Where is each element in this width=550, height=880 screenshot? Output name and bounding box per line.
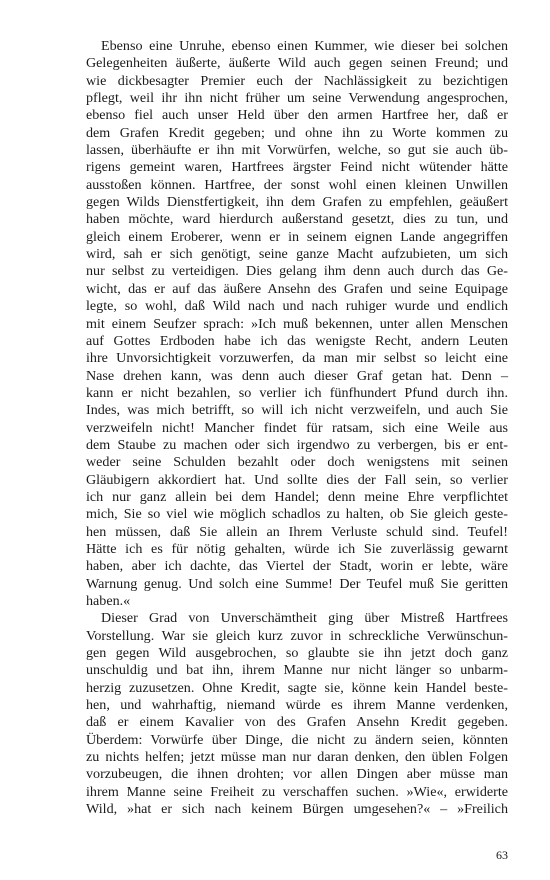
text-line: wird, sah er sich genötigt, seine ganze Macht aufzubieten, um sich [86, 246, 508, 263]
text-line: zu nichts helfen; jetzt müsse man nur daran denken, den üblen Folgen [86, 749, 508, 766]
text-line: Wild, »hat er sich nach keinem Bürgen umgesehen?« – »Freilich [86, 801, 508, 818]
text-line: Dieser Grad von Unverschämtheit ging über Mistreß Hartfrees [101, 610, 508, 627]
text-line: unschuldig und bat ihn, ihrem Manne nur nicht länger so unbarm- [86, 662, 508, 679]
text-line: Indes, was mich betrifft, so will ich nicht verzweifeln, und auch Sie [86, 402, 508, 419]
text-line: haben.« [86, 593, 131, 609]
text-line: hen, und wahrhaftig, niemand würde es ihrem Manne verdenken, [86, 697, 508, 714]
text-line: hen müssen, daß Sie allein an Ihrem Verluste schuld sind. Teufel! [86, 523, 508, 540]
text-line: nur selbst zu verteidigen. Dies gelang ihm denn auch durch das Ge- [86, 263, 508, 280]
body-text [86, 38, 508, 818]
text-line: Warnung genug. Und solch eine Summe! Der Teufel muß Sie geritten [86, 575, 508, 592]
text-line: Hätte ich es für nötig gehalten, würde ich Sie zuverlässig gewarnt [86, 540, 508, 557]
text-line: gen gegen Wild ausgebrochen, so glaubte sie ihn jetzt doch ganz [86, 645, 508, 662]
page-number: 63 [496, 848, 508, 862]
text-line: Gläubigern akkordiert hat. Und sollte dies der Fall sein, so verlier [86, 471, 508, 488]
text-line: haben, aber ich dachte, das Viertel der Stadt, worin er lebte, wäre [86, 558, 508, 575]
text-line: Vorstellung. War sie gleich kurz zuvor in schreckliche Verwünschun- [86, 627, 508, 644]
text-line: pflegt, weil ihr ihn nicht früher um seine Verwendung angesprochen, [86, 90, 508, 107]
text-line: rigens gemeint waren, Hartfrees ärgster Feind nicht wütender hätte [86, 159, 508, 176]
text-line: Ebenso eine Unruhe, ebenso einen Kummer, wie dieser bei solchen [101, 38, 508, 54]
text-line: haben möchte, ward hierdurch außerstand gesetzt, dies zu tun, und [86, 211, 508, 228]
text-line: ihrem Manne seine Freiheit zu verschaffen suchen. »Wie«, erwiderte [86, 783, 508, 800]
text-line: daß er einem Kavalier von des Grafen Ansehn Kredit gegeben. [86, 714, 508, 731]
text-line: mich, Sie so viel wie möglich schadlos zu halten, ob Sie gleich geste- [86, 506, 508, 523]
text-line: mit einem Seufzer sprach: »Ich muß bekennen, unter allen Menschen [86, 315, 508, 332]
text-line: Gelegenheiten äußerte, äußerte Wild auch gegen seinen Freund; und [86, 55, 508, 72]
text-line: Nase drehen kann, was denn auch dieser Graf getan hat. Denn – [86, 367, 508, 384]
text-line: verzweifeln nicht! Mancher findet für ratsam, sich eine Weile aus [86, 419, 508, 436]
text-line: Überdem: Vorwürfe über Dinge, die nicht zu ändern seien, könnten [86, 731, 508, 748]
text-line: auf Gottes Erdboden habe ich das wenigste Recht, andern Leuten [86, 332, 508, 349]
text-line: gegen Wilds Dienstfertigkeit, ihn dem Grafen zu empfehlen, geäußert [86, 194, 508, 211]
text-line: ausstoßen können. Hartfree, der sonst wohl einen kleinen Unwillen [86, 176, 508, 193]
text-line: dem Grafen Kredit gegeben; und ohne ihn zu Worte kommen zu [86, 124, 508, 141]
text-line: legte, so wohl, daß Wild nach und nach ruhiger wurde und endlich [86, 298, 508, 315]
text-line: gleich einem Eroberer, wenn er in seinem eignen Lande angegriffen [86, 228, 508, 245]
text-line: kann er nicht bezahlen, so verlier ich fünfhundert Pfund durch ihn. [86, 384, 508, 401]
text-line: lassen, überhäufte er ihn mit Vorwürfen, welche, so gut sie auch üb- [86, 142, 508, 159]
text-line: ich nur ganz allein bei dem Handel; denn meine Ehre verpflichtet [86, 488, 508, 505]
text-line: vorzubeugen, die ihnen drohten; vor allen Dingen aber müsse man [86, 766, 508, 783]
text-line: dem Staube zu machen oder sich irgendwo zu verbergen, bis er ent- [86, 436, 508, 453]
text-line: wie dickbesagter Premier euch der Nachlässigkeit zu bezichtigen [86, 72, 508, 89]
text-line: weder seine Schulden bezahlt oder doch wenigstens mit seinen [86, 454, 508, 471]
text-line: ihre Unvorsichtigkeit vorzuwerfen, da man mir selbst so leicht eine [86, 350, 508, 367]
text-line: wicht, das er auf das äußere Ansehn des Grafen und seine Equipage [86, 280, 508, 297]
text-line: herzig zuzusetzen. Ohne Kredit, sagte sie, könne kein Handel beste- [86, 679, 508, 696]
text-line: ebenso fiel auch unser Held über den armen Hartfree her, daß er [86, 107, 508, 124]
